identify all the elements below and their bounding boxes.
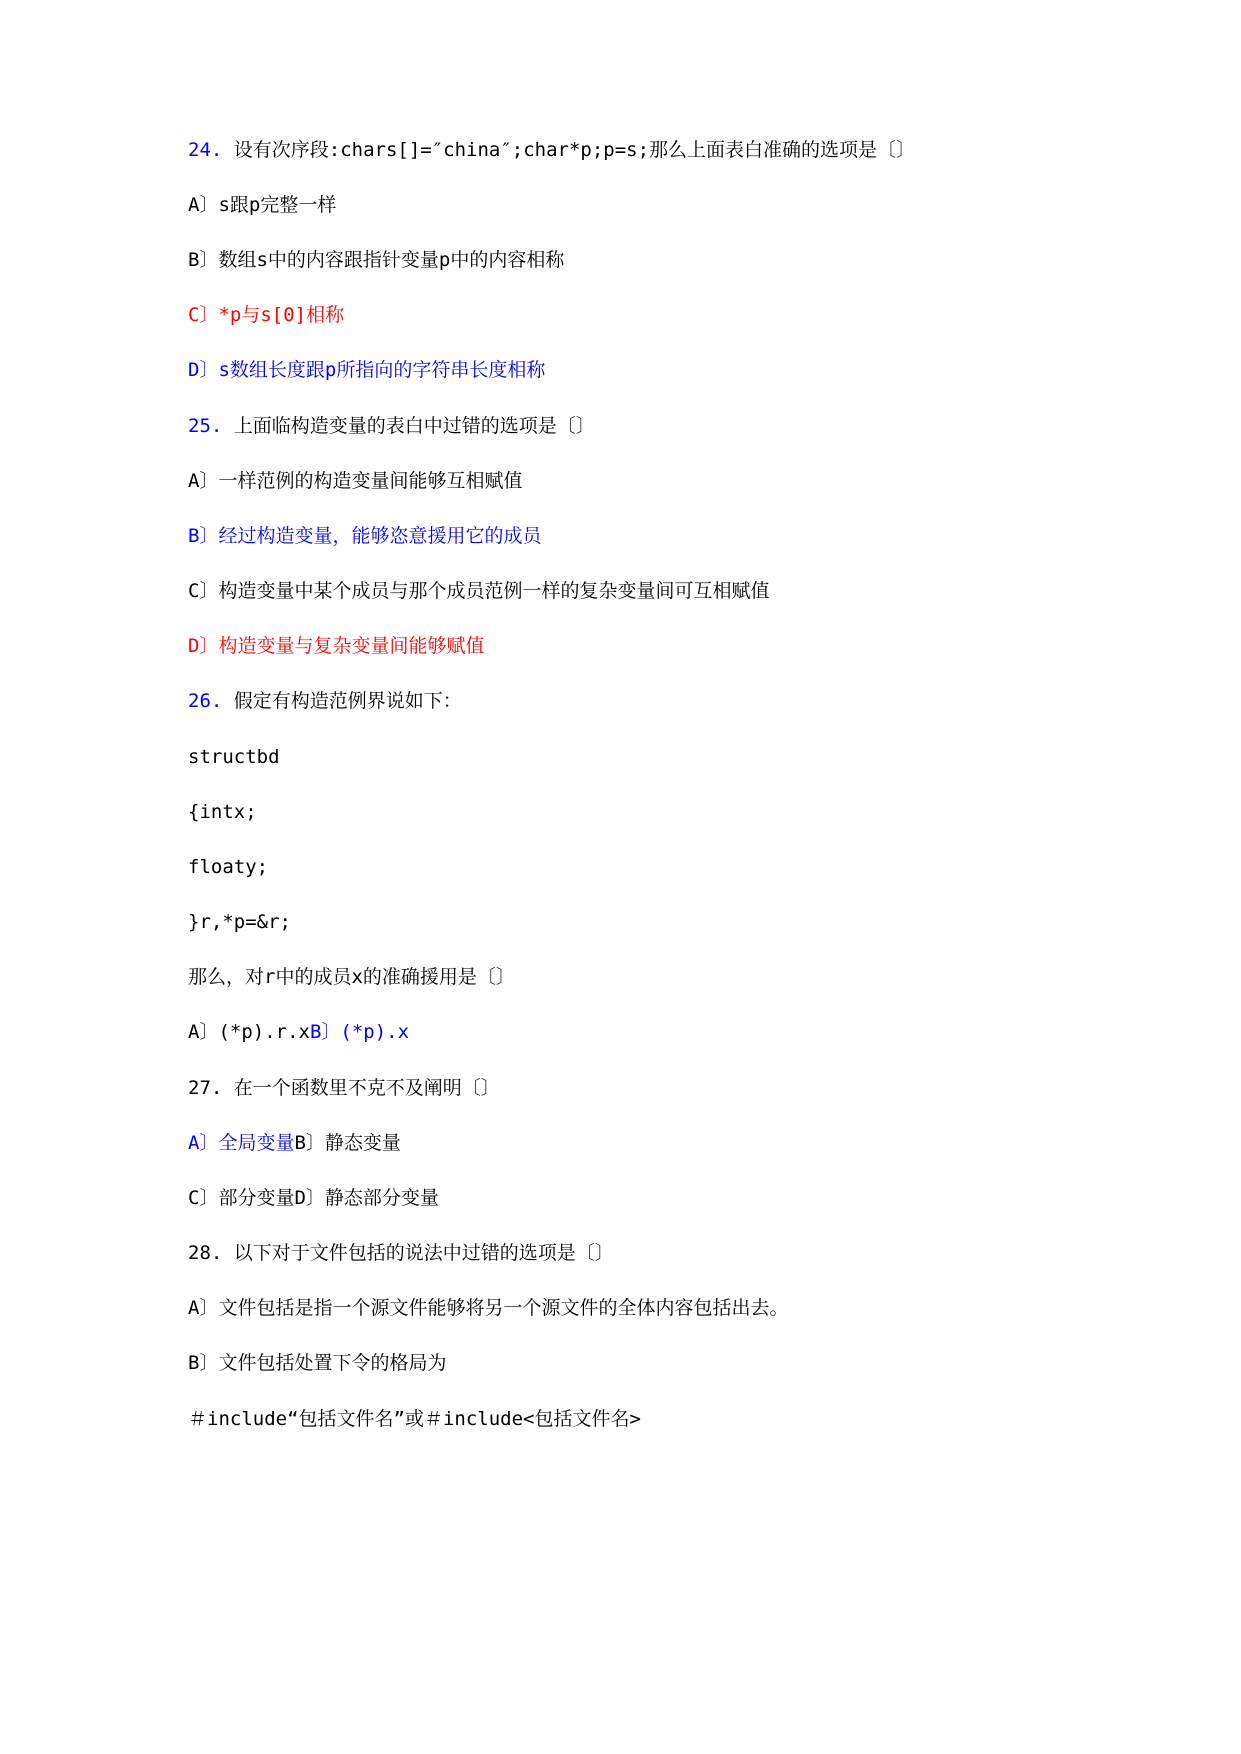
q25-option-d-text: D〕构造变量与复杂变量间能够赋值 [188, 635, 485, 657]
q27-options-cd [188, 1186, 439, 1210]
code-line-2-text: {intx; [188, 801, 257, 823]
q26-text: 假定有构造范例界说如下： [222, 690, 462, 712]
q24-option-a [188, 193, 336, 217]
q25-line [188, 414, 595, 438]
q27-options-ab [188, 1131, 401, 1155]
q26-options [188, 1020, 409, 1044]
q26-question [188, 965, 515, 989]
q28-option-a-text: A〕文件包括是指一个源文件能够将另一个源文件的全体内容包括出去。 [188, 1297, 789, 1319]
q26-line [188, 689, 462, 713]
q26-question-text: 那么，对r中的成员x的准确援用是〔〕 [188, 966, 515, 988]
q24-option-c [188, 303, 344, 327]
q28-include-line [188, 1407, 641, 1431]
q25-option-d [188, 634, 484, 658]
q28-line [188, 1241, 614, 1265]
q24-option-b-text: B〕数组s中的内容跟指针变量p中的内容相称 [188, 249, 565, 271]
q28-option-a [188, 1296, 788, 1320]
code-line-2 [188, 800, 257, 824]
code-line-1-text: structbd [188, 746, 280, 768]
code-line-4 [188, 910, 291, 934]
q27-option-b-text: B〕静态变量 [294, 1132, 401, 1154]
q25-option-b [188, 524, 541, 548]
q27-option-cd-text: C〕部分变量D〕静态部分变量 [188, 1187, 439, 1209]
code-line-3 [188, 855, 268, 879]
q25-text: 上面临构造变量的表白中过错的选项是〔〕 [222, 415, 595, 437]
q28-include-text: ＃include“包括文件名”或＃include<包括文件名> [188, 1408, 641, 1430]
q25-option-c [188, 579, 769, 603]
q24-option-c-text: C〕*p与s[0]相称 [188, 304, 345, 326]
q26-number: 26. [188, 690, 223, 712]
code-line-3-text: floaty; [188, 856, 269, 878]
q28-option-b [188, 1351, 446, 1375]
q25-option-a [188, 469, 522, 493]
q24-option-d [188, 358, 545, 382]
q24-text: 设有次序段:chars[]=″china″;char*p;p=s;那么上面表白准确的选项是〔〕 [222, 139, 916, 161]
q28-text: 28. 以下对于文件包括的说法中过错的选项是〔〕 [188, 1242, 614, 1264]
q24-option-d-text: D〕s数组长度跟p所指向的字符串长度相称 [188, 359, 546, 381]
q25-option-c-text: C〕构造变量中某个成员与那个成员范例一样的复杂变量间可互相赋值 [188, 580, 770, 602]
q27-option-a-text: A〕全局变量 [188, 1132, 295, 1154]
q27-text: 27. 在一个函数里不克不及阐明〔〕 [188, 1077, 500, 1099]
code-line-4-text: }r,*p=&r; [188, 911, 291, 933]
code-line-1 [188, 745, 280, 769]
q26-option-b-text: B〕(*p).x [309, 1021, 410, 1043]
q25-number: 25. [188, 415, 223, 437]
q24-line [188, 138, 915, 162]
q25-option-a-text: A〕一样范例的构造变量间能够互相赋值 [188, 470, 523, 492]
q28-option-b-text: B〕文件包括处置下令的格局为 [188, 1352, 447, 1374]
q26-option-a-text: A〕(*p).r.x [188, 1021, 310, 1043]
q25-option-b-text: B〕经过构造变量，能够恣意援用它的成员 [188, 525, 542, 547]
q27-line [188, 1076, 500, 1100]
q24-option-b [188, 248, 564, 272]
q24-option-a-text: A〕s跟p完整一样 [188, 194, 337, 216]
q24-number: 24. [188, 139, 223, 161]
